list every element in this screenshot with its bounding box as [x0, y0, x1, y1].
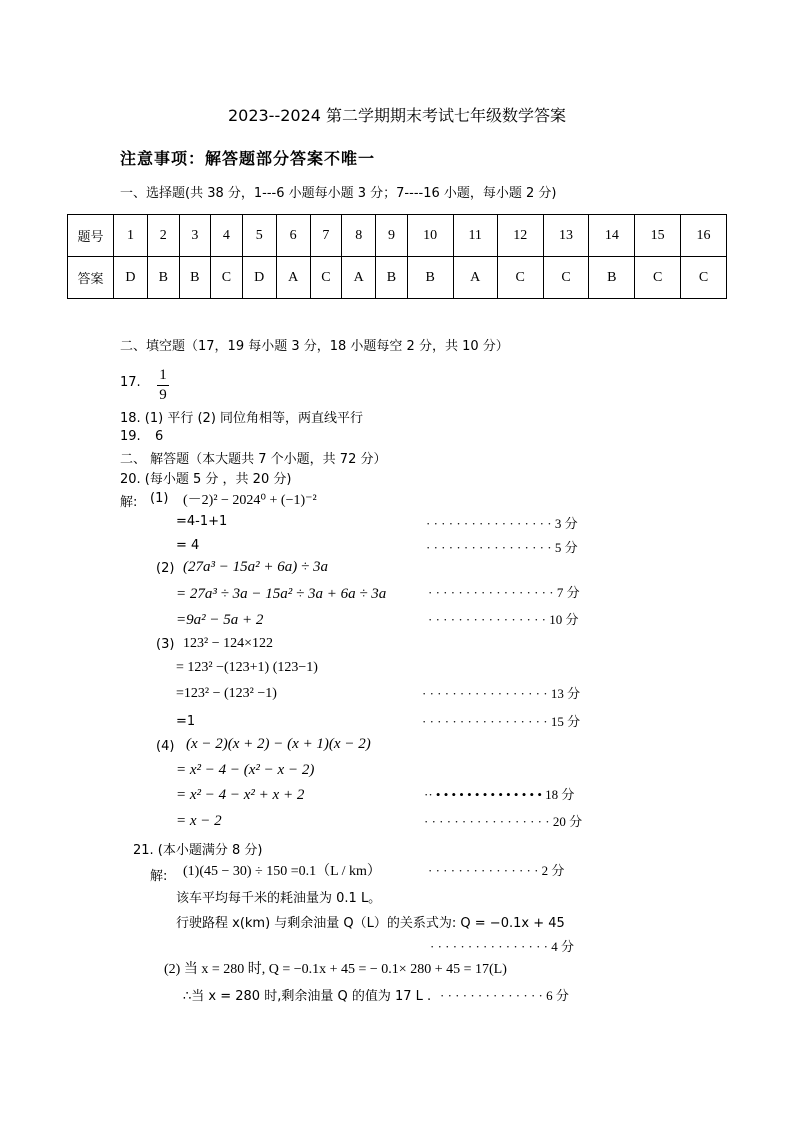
page-title: 2023--2024 第二学期期末考试七年级数学答案 — [227, 106, 567, 125]
question-number-cell: 3 — [179, 215, 211, 257]
q20-p2-step2-score: · · · · · · · · · · · · · · · · 10 分 — [428, 612, 579, 627]
q21-p2: (2) 当 x = 280 时, Q = −0.1x + 45 = − 0.1× 280 + 45 = 17(L) — [164, 962, 507, 977]
row-label-number: 题号 — [68, 215, 114, 257]
question-number-cell: 11 — [453, 215, 497, 257]
question-number-cell: 2 — [147, 215, 179, 257]
answer-cell: C — [681, 257, 727, 299]
question-number-cell: 12 — [497, 215, 543, 257]
row-label-answer: 答案 — [68, 257, 114, 299]
answer-cell: C — [543, 257, 589, 299]
answer-cell: D — [242, 257, 276, 299]
question-number-cell: 1 — [114, 215, 148, 257]
question-number-cell: 4 — [211, 215, 243, 257]
q20-p4-label: (4) — [156, 739, 175, 754]
answer-cell: C — [211, 257, 243, 299]
answer-cell: B — [179, 257, 211, 299]
question-number-cell: 14 — [589, 215, 635, 257]
q20-p4-step3: = x − 2 — [176, 813, 222, 829]
q21-p1-relation-score: · · · · · · · · · · · · · · · · 4 分 — [430, 939, 575, 954]
question-number-cell: 7 — [310, 215, 342, 257]
section-fill-heading: 二、填空题（17，19 每小题 3 分，18 小题每空 2 分，共 10 分） — [120, 339, 509, 354]
q21-p1-score: · · · · · · · · · · · · · · · 2 分 — [428, 863, 565, 878]
q20-p3-label: (3) — [156, 637, 175, 652]
question-number-cell: 13 — [543, 215, 589, 257]
question-number-cell: 6 — [276, 215, 310, 257]
q21-p2-conclusion: ∴当 x = 280 时,剩余油量 Q 的值为 17 L . — [183, 989, 432, 1004]
q20-p4-step2-score: ·· • • • • • • • • • • • • • • 18 分 — [424, 787, 575, 802]
section-choice-heading: 一、选择题(共 38 分，1---6 小题每小题 3 分；7----16 小题，每小题 2 分) — [120, 186, 557, 201]
q21-p1: (1)(45 − 30) ÷ 150 =0.1（L / km） — [183, 864, 381, 879]
notice: 注意事项：解答题部分答案不唯一 — [120, 149, 376, 168]
q20-heading: 20. (每小题 5 分 ，共 20 分) — [120, 472, 292, 487]
answer-cell: B — [589, 257, 635, 299]
q20-p1-label: (1) — [150, 491, 169, 506]
q21-p1-text: 该车平均每千米的耗油量为 0.1 L。 — [176, 891, 382, 906]
section-solve-heading: 二、 解答题（本大题共 7 个小题，共 72 分） — [120, 452, 387, 467]
question-number-cell: 5 — [242, 215, 276, 257]
answer-cell: C — [310, 257, 342, 299]
q20-p4-step2: = x² − 4 − x² + x + 2 — [176, 787, 305, 803]
q21-p1-relation: 行驶路程 x(km) 与剩余油量 Q（L）的关系式为: Q = −0.1x + 45 — [176, 916, 565, 931]
q20-p1-step2: = 4 — [176, 538, 200, 553]
q19-answer: 6 — [155, 429, 164, 444]
q20-p2-label: (2) — [156, 561, 175, 576]
q18-answer: 18. (1) 平行 (2) 同位角相等，两直线平行 — [120, 411, 364, 426]
q17-numerator: 1 — [159, 367, 167, 383]
answer-cell: A — [342, 257, 376, 299]
answer-cell: B — [407, 257, 453, 299]
q20-p2-step2: =9a² − 5a + 2 — [176, 612, 264, 628]
answer-cell: B — [147, 257, 179, 299]
q20-p2-expr: (27a³ − 15a² + 6a) ÷ 3a — [183, 559, 328, 575]
q21-p2-score: · · · · · · · · · · · · · · 6 分 — [440, 988, 569, 1003]
question-number-cell: 9 — [376, 215, 408, 257]
answer-cell: C — [497, 257, 543, 299]
q20-p1-step1-score: · · · · · · · · · · · · · · · · · 3 分 — [426, 516, 578, 531]
q20-p4-expr: (x − 2)(x + 2) − (x + 1)(x − 2) — [186, 736, 371, 752]
answer-cell: D — [114, 257, 148, 299]
q20-p1-expr: (－2)² − 2024⁰ + (−1)⁻² — [183, 493, 317, 508]
answer-cell: B — [376, 257, 408, 299]
q20-p2-step1-score: · · · · · · · · · · · · · · · · · 7 分 — [428, 585, 580, 600]
q20-jie: 解: — [120, 495, 138, 510]
q20-p3-step1: = 123² −(123+1) (123−1) — [176, 660, 318, 675]
q20-p4-step3-score: · · · · · · · · · · · · · · · · · 20 分 — [424, 814, 583, 829]
question-number-cell: 8 — [342, 215, 376, 257]
q20-p3-step2: =123² − (123² −1) — [176, 686, 277, 701]
answer-cell: A — [453, 257, 497, 299]
table-row — [68, 257, 727, 299]
q17-denominator: 9 — [159, 387, 167, 403]
q19-number: 19. — [120, 429, 141, 444]
question-number-cell: 15 — [635, 215, 681, 257]
question-number-cell: 10 — [407, 215, 453, 257]
q20-p2-step1: = 27a³ ÷ 3a − 15a² ÷ 3a + 6a ÷ 3a — [176, 586, 387, 602]
q21-heading: 21. (本小题满分 8 分) — [133, 843, 263, 858]
question-number-cell: 16 — [681, 215, 727, 257]
q17-number: 17. — [120, 375, 141, 390]
q20-p1-step2-score: · · · · · · · · · · · · · · · · · 5 分 — [426, 540, 578, 555]
q20-p3-step3-score: · · · · · · · · · · · · · · · · · 15 分 — [422, 714, 581, 729]
q20-p3-step3: =1 — [176, 714, 196, 729]
table-row — [68, 215, 727, 257]
q20-p4-step1: = x² − 4 − (x² − x − 2) — [176, 762, 315, 778]
q20-p3-step2-score: · · · · · · · · · · · · · · · · · 13 分 — [422, 686, 581, 701]
q17-fraction — [157, 367, 169, 404]
q20-p1-step1: =4-1+1 — [176, 514, 228, 529]
q20-p3-expr: 123² − 124×122 — [183, 636, 273, 651]
answer-table — [67, 214, 727, 299]
answer-cell: C — [635, 257, 681, 299]
answer-cell: A — [276, 257, 310, 299]
q21-jie: 解: — [150, 869, 168, 884]
